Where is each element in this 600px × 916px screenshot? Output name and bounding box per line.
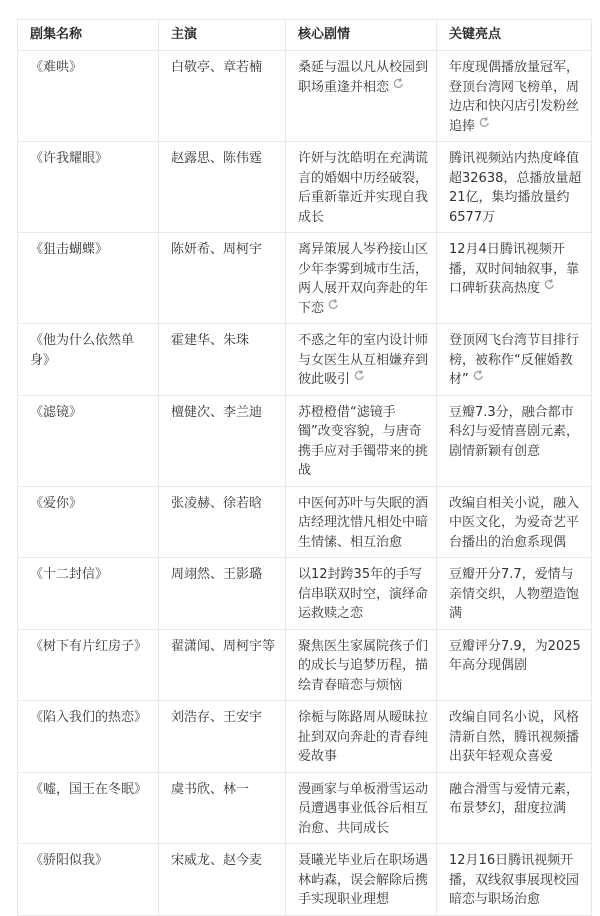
cast-cell-text: 白敬亭、章若楠 [171,60,263,75]
highlight-cell [437,233,592,324]
drama-title-cell-text: 《他为什么依然单身》 [30,333,135,368]
highlight-cell [437,701,592,773]
cast-cell-text: 虞书欣、林一 [171,781,250,797]
highlight-cell [437,395,592,486]
plot-cell [286,51,437,142]
external-link-icon[interactable] [544,279,555,290]
cast-cell [159,629,286,701]
header-cast: 主演 [159,20,286,51]
drama-title-cell-text: 《骄阳似我》 [30,853,109,868]
drama-table-body [18,51,592,916]
cast-cell-text: 赵露思、陈伟霆 [171,151,263,166]
cast-cell-text: 霍建华、朱珠 [171,333,250,348]
cast-cell [159,772,286,844]
table-row [18,629,592,701]
drama-title-cell [18,324,159,396]
drama-title-cell [18,701,159,773]
highlight-cell-text: 12月4日腾讯视频开播，双时间轴叙事，靠口碑斩获高热度 [449,242,580,296]
plot-cell-text: 聂曦光毕业后在职场遇林屿森，误会解除后携手实现职业理想 [298,853,429,907]
cast-cell [159,486,286,558]
drama-title-cell-text: 《滤镜》 [30,404,83,420]
cast-cell [159,701,286,773]
table-row [18,486,592,558]
plot-cell [286,701,437,773]
highlight-cell [437,51,592,142]
highlight-cell [437,324,592,396]
plot-cell [286,324,437,396]
drama-title-cell [18,486,159,558]
plot-cell [286,395,437,486]
drama-title-cell-text: 《许我耀眼》 [30,151,109,166]
highlight-cell-text: 改编自同名小说，风格清新自然，腾讯视频播出获年轻观众喜爱 [449,710,580,764]
cast-cell [159,558,286,630]
highlight-cell-text: 改编自相关小说，融入中医文化，为爱奇艺平台播出的治愈系现偶 [449,495,580,550]
drama-title-cell [18,844,159,916]
header-plot: 核心剧情 [286,20,437,51]
plot-cell-text: 以12封跨35年的手写信串联双时空，演绎命运救赎之恋 [298,567,429,621]
highlight-cell-text: 年度现偶播放量冠军，登顶台湾网飞榜单，周边店和快闪店引发粉丝追捧 [449,60,580,134]
plot-cell-text: 聚焦医生家属院孩子们的成长与追梦历程，描绘青春暗恋与烦恼 [298,638,429,693]
plot-cell [286,629,437,701]
drama-title-cell [18,558,159,630]
drama-title-cell-text: 《嘘，国王在冬眠》 [30,781,148,797]
plot-cell-text: 苏橙橙借“滤镜手镯”改变容貌，与唐奇携手应对手镯带来的挑战 [298,404,429,478]
cast-cell-text: 周翊然、王影璐 [171,567,263,582]
drama-title-cell [18,233,159,324]
table-row [18,51,592,142]
drama-title-cell [18,395,159,486]
highlight-cell-text: 融合滑雪与爱情元素，布景梦幻，甜度拉满 [449,781,580,816]
drama-title-cell-text: 《爱你》 [30,495,83,511]
drama-title-cell-text: 《树下有片红房子》 [30,638,148,654]
plot-cell-text: 中医何苏叶与失眠的酒店经理沈惜凡相处中暗生情愫、相互治愈 [298,495,429,550]
plot-cell [286,844,437,916]
highlight-cell-text: 腾讯视频站内热度峰值超32638，总播放量超21亿，集均播放量约6577万 [449,151,582,225]
cast-cell-text: 檀健次、李兰迪 [171,404,263,420]
cast-cell-text: 宋威龙、赵今麦 [171,853,263,868]
plot-cell-text: 徐栀与陈路周从暧昧拉扯到双向奔赴的青春纯爱故事 [298,710,429,764]
cast-cell [159,324,286,396]
cast-cell-text: 张凌赫、徐若晗 [171,495,263,511]
highlight-cell-text: 登顶网飞台湾节目排行榜，被称作“反催婚教材” [449,333,580,387]
page [0,19,600,907]
drama-title-cell [18,629,159,701]
drama-table [17,19,592,916]
table-header [18,20,592,51]
table-row [18,324,592,396]
drama-title-cell-text: 《狙击蝴蝶》 [30,242,109,257]
external-link-icon[interactable] [354,370,365,381]
drama-title-cell [18,51,159,142]
highlight-cell [437,772,592,844]
plot-cell-text: 桑延与温以凡从校园到职场重逢并相恋 [298,60,429,95]
plot-cell-text: 不惑之年的室内设计师与女医生从互相嫌弃到彼此吸引 [298,333,429,387]
cast-cell [159,395,286,486]
plot-cell [286,558,437,630]
table-row [18,701,592,773]
drama-title-cell [18,772,159,844]
external-link-icon[interactable] [473,370,484,381]
plot-cell [286,486,437,558]
table-row [18,233,592,324]
header-row [18,20,592,51]
highlight-cell-text: 豆瓣评分7.9，为2025年高分现偶剧 [449,638,581,673]
external-link-icon[interactable] [393,78,404,89]
external-link-icon[interactable] [479,117,490,128]
header-highlight: 关键亮点 [437,20,592,51]
cast-cell [159,233,286,324]
cast-cell [159,142,286,233]
cast-cell-text: 刘浩存、王安宇 [171,710,263,725]
table-row [18,844,592,916]
plot-cell-text: 漫画家与单板滑雪运动员遭遇事业低谷后相互治愈、共同成长 [298,781,429,836]
drama-title-cell-text: 《陷入我们的热恋》 [30,710,148,725]
cast-cell [159,844,286,916]
table-row [18,558,592,630]
table-row [18,772,592,844]
drama-title-cell-text: 《十二封信》 [30,567,109,582]
table-row [18,395,592,486]
highlight-cell [437,558,592,630]
highlight-cell [437,486,592,558]
external-link-icon[interactable] [328,299,339,310]
cast-cell-text: 翟潇闻、周柯宇等 [171,638,276,654]
plot-cell-text: 许妍与沈皓明在充满谎言的婚姻中历经破裂，后重新靠近并实现自我成长 [298,151,429,225]
highlight-cell-text: 12月16日腾讯视频开播，双线叙事展现校园暗恋与职场治愈 [449,853,580,907]
plot-cell [286,772,437,844]
plot-cell [286,142,437,233]
highlight-cell [437,142,592,233]
cast-cell [159,51,286,142]
highlight-cell [437,844,592,916]
highlight-cell-text: 豆瓣开分7.7，爱情与亲情交织，人物塑造饱满 [449,567,580,621]
highlight-cell-text: 豆瓣7.3分，融合都市科幻与爱情喜剧元素，剧情新颖有创意 [449,404,580,459]
table-row [18,142,592,233]
highlight-cell [437,629,592,701]
cast-cell-text: 陈妍希、周柯宇 [171,242,263,257]
drama-title-cell [18,142,159,233]
plot-cell-text: 离异策展人岑矜接山区少年李雾到城市生活，两人展开双向奔赴的年下恋 [298,242,429,316]
header-drama-name: 剧集名称 [18,20,159,51]
plot-cell [286,233,437,324]
drama-title-cell-text: 《难哄》 [30,60,83,75]
